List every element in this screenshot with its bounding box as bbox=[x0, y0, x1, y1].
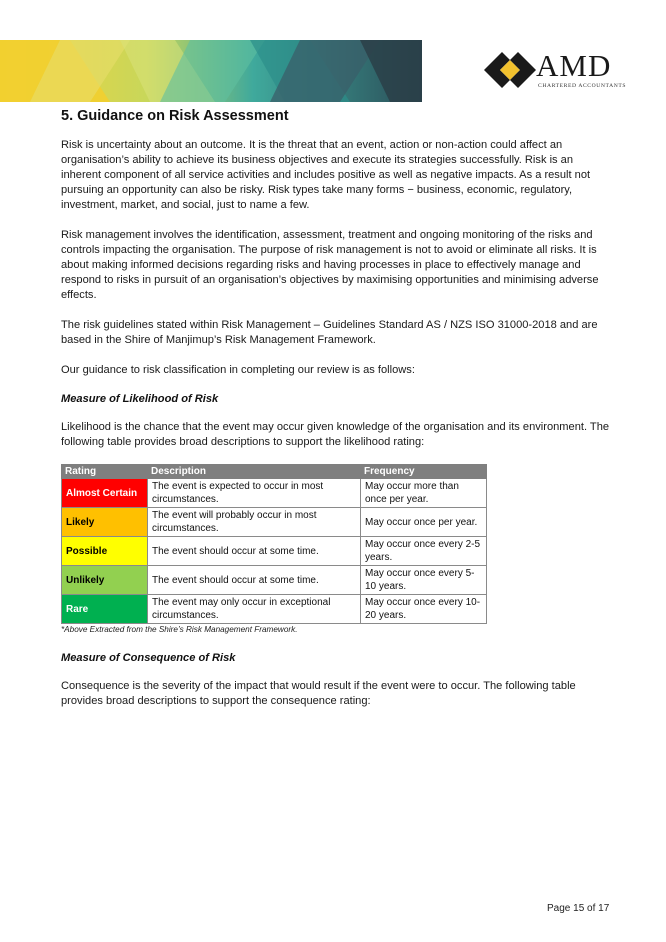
frequency-cell: May occur once every 2-5 years. bbox=[361, 537, 487, 566]
rating-cell: Almost Certain bbox=[62, 479, 148, 508]
description-cell: The event is expected to occur in most circumstances. bbox=[148, 479, 361, 508]
header-rating: Rating bbox=[62, 465, 148, 479]
paragraph-risk-definition: Risk is uncertainty about an outcome. It is the threat that an event, action or non-action could affect an organisation’s ability to achieve its business objectives and execute its strategies successfully. Risk is an inherent component of all service activities and includes positive as well as negative impacts. As a result not pursuing an opportunity can also be risky. Risk types take many forms − business, economic, regulatory, investment, market, and social, just to name a few. bbox=[61, 139, 591, 211]
document-body bbox=[61, 108, 611, 724]
likelihood-table bbox=[61, 464, 487, 624]
section-title: 5. Guidance on Risk Assessment bbox=[61, 108, 289, 124]
description-cell: The event may only occur in exceptional circumstances. bbox=[148, 595, 361, 624]
frequency-cell: May occur once every 5-10 years. bbox=[361, 566, 487, 595]
paragraph-risk-guidelines: The risk guidelines stated within Risk Management – Guidelines Standard AS / NZS ISO 31000-2018 and are based in the Shire of Manjimup’s Risk Management Framework. bbox=[61, 319, 598, 346]
rating-cell: Likely bbox=[62, 508, 148, 537]
logo-subtitle: CHARTERED ACCOUNTANTS bbox=[538, 83, 627, 89]
header-description: Description bbox=[148, 465, 361, 479]
header-frequency: Frequency bbox=[361, 465, 487, 479]
table-footnote: *Above Extracted from the Shire’s Risk Management Framework. bbox=[61, 625, 298, 634]
frequency-cell: May occur once per year. bbox=[361, 508, 487, 537]
logo-text: AMD bbox=[536, 48, 612, 83]
table-row bbox=[62, 508, 487, 537]
table-header-row bbox=[62, 465, 487, 479]
rating-cell: Possible bbox=[62, 537, 148, 566]
header-banner-graphic bbox=[0, 40, 422, 102]
table-row bbox=[62, 537, 487, 566]
description-cell: The event will probably occur in most circumstances. bbox=[148, 508, 361, 537]
rating-cell: Rare bbox=[62, 595, 148, 624]
paragraph-risk-management: Risk management involves the identification, assessment, treatment and ongoing monitoring of the risks and controls impacting the organisation. The purpose of risk management is not to avoid or eliminate all risks. It is about making informed decisions regarding risks and having processes in place to effectively manage and respond to risks in pursuit of an organisation’s objectives by maximising opportunities and minimising adverse effects. bbox=[61, 229, 599, 301]
likelihood-text: Likelihood is the chance that the event may occur given knowledge of the organisation and its environment. The following table provides broad descriptions to support the likelihood rating: bbox=[61, 421, 610, 448]
description-cell: The event should occur at some time. bbox=[148, 566, 361, 595]
rating-cell: Unlikely bbox=[62, 566, 148, 595]
frequency-cell: May occur more than once per year. bbox=[361, 479, 487, 508]
table-row bbox=[62, 479, 487, 508]
consequence-heading: Measure of Consequence of Risk bbox=[61, 652, 236, 664]
paragraph-guidance-intro: Our guidance to risk classification in completing our review is as follows: bbox=[61, 364, 415, 376]
page-number: Page 15 of 17 bbox=[547, 903, 610, 914]
frequency-cell: May occur once every 10-20 years. bbox=[361, 595, 487, 624]
likelihood-heading: Measure of Likelihood of Risk bbox=[61, 393, 219, 405]
consequence-text: Consequence is the severity of the impact that would result if the event were to occur. The following table provides broad descriptions to support the consequence rating: bbox=[61, 680, 576, 707]
table-row bbox=[62, 566, 487, 595]
description-cell: The event should occur at some time. bbox=[148, 537, 361, 566]
table-row bbox=[62, 595, 487, 624]
